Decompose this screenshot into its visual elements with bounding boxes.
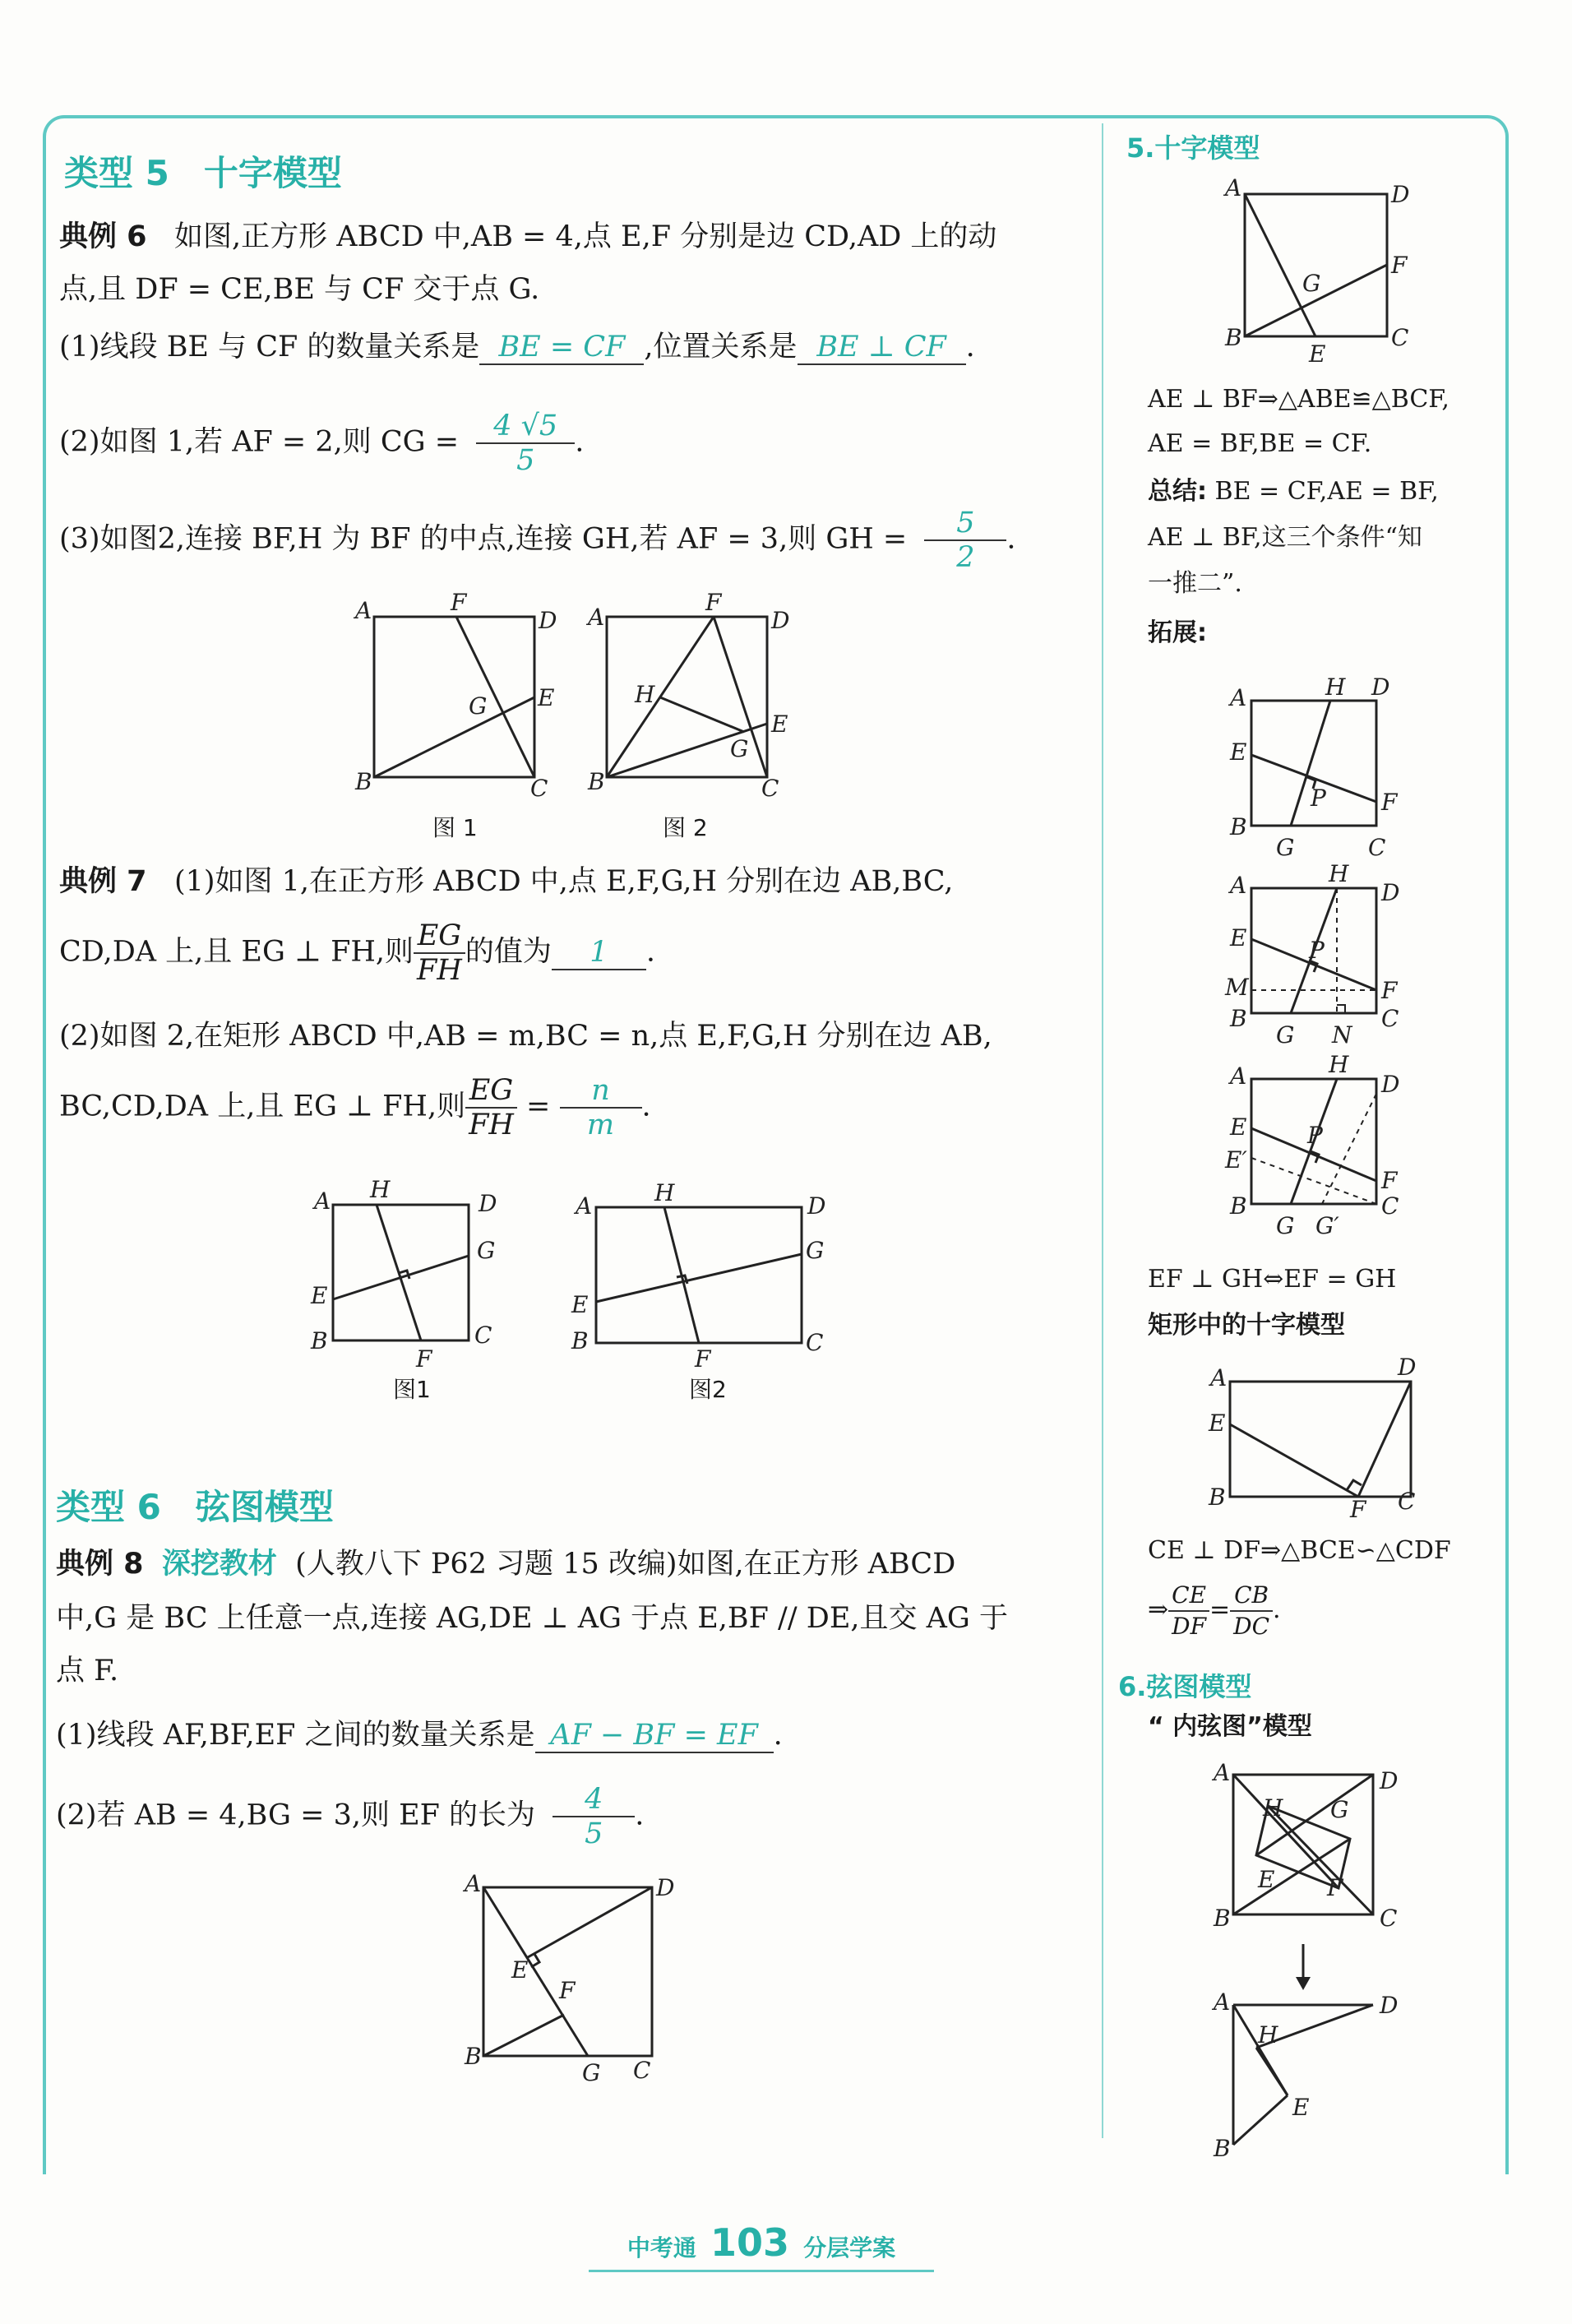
svg-text:D: D	[1391, 181, 1410, 208]
ex7-fig2-label-a: A	[576, 1192, 593, 1220]
example7-line4-prefix: BC,CD,DA 上,且 EG ⊥ FH,则	[59, 1090, 466, 1123]
svg-text:B: B	[1230, 813, 1247, 840]
example7-label: 典例 7	[59, 865, 147, 898]
ex7-fig2-label-b: B	[571, 1327, 589, 1354]
sidebar-s5-line1: AE ⊥ BF⇒△ABE≌△BCF,	[1148, 385, 1449, 414]
ex7-fig1-label-b: B	[311, 1327, 328, 1354]
fig2-label-a: A	[588, 604, 605, 631]
example7-answer1: 1	[552, 936, 646, 970]
sidebar-expand-label: 拓展:	[1148, 618, 1207, 647]
svg-text:A: A	[1210, 1364, 1228, 1391]
q3-end: .	[1006, 522, 1016, 556]
example6-fig2-caption: 图 2	[663, 814, 708, 841]
ex7-fig1-label-f: F	[416, 1345, 432, 1373]
q2-end: .	[575, 425, 585, 459]
footer-right: 分层学案	[803, 2234, 896, 2262]
example6-line2: 点,且 DF = CE,BE 与 CF 交于点 G.	[59, 273, 540, 306]
ex8-q1-prefix: (1)线段 AF,BF,EF 之间的数量关系是	[56, 1719, 535, 1752]
rect-frac1	[1168, 1581, 1209, 1641]
q2-answer-den: 5	[516, 444, 535, 477]
ex8-q2-prefix: (2)若 AB = 4,BG = 3,则 EF 的长为	[56, 1799, 536, 1832]
example8-label: 典例 8	[56, 1548, 144, 1581]
q1-end: .	[965, 331, 975, 363]
svg-text:E: E	[1230, 1113, 1247, 1141]
ex7-fig1-label-g: G	[477, 1237, 496, 1264]
svg-text:A: A	[1230, 1062, 1247, 1090]
rect-frac1-num: CE	[1168, 1581, 1209, 1612]
svg-text:D: D	[1381, 879, 1400, 906]
side-fig-rect	[1230, 1382, 1411, 1497]
ex8-label-b: B	[465, 2043, 482, 2070]
fig1-label-g: G	[469, 692, 488, 720]
example7-fig1-caption: 图1	[393, 1376, 431, 1403]
svg-text:D: D	[1381, 1071, 1400, 1098]
rect-frac2-den: DC	[1233, 1613, 1270, 1640]
ex8-q2-end: .	[635, 1799, 645, 1832]
example7-line2-end: .	[645, 935, 656, 969]
q3-answer-den: 2	[956, 541, 975, 574]
sidebar-rect-line2	[1148, 1581, 1281, 1641]
svg-text:G: G	[1276, 1021, 1295, 1049]
example8-tag: 深挖教材	[161, 1548, 277, 1581]
svg-text:G: G	[1276, 1212, 1295, 1239]
answer2-num: n	[560, 1074, 642, 1109]
svg-text:P: P	[1307, 1122, 1323, 1149]
q2-answer-num: 4 √5	[476, 410, 575, 444]
svg-text:M: M	[1225, 974, 1249, 1001]
svg-text:D: D	[1371, 674, 1390, 701]
frac1-num: EG	[414, 919, 465, 954]
fig2-label-c: C	[761, 775, 779, 802]
rect-end: .	[1273, 1595, 1281, 1624]
example8-line2: 中,G 是 BC 上任意一点,连接 AG,DE ⊥ AG 于点 E,BF // DE,且交 AG 于	[56, 1602, 1008, 1635]
svg-text:E: E	[1209, 1410, 1226, 1437]
svg-text:G: G	[1302, 270, 1321, 297]
ex8-label-g: G	[582, 2059, 601, 2086]
ex7-fig2-label-f: F	[695, 1345, 711, 1373]
ex8-q2-den: 5	[585, 1817, 603, 1850]
sidebar-s5-line2: AE = BF,BE = CF.	[1148, 429, 1372, 458]
footer	[589, 2220, 934, 2272]
section5-title: 类型 5 十字模型	[64, 153, 342, 193]
q1-answer-2: BE ⊥ CF	[798, 331, 966, 365]
example6-fig1-caption: 图 1	[432, 814, 478, 841]
example7-fig2-caption: 图2	[689, 1376, 727, 1403]
fig1-label-a: A	[355, 597, 372, 624]
svg-text:H: H	[1329, 1051, 1349, 1078]
example6-text1: 如图,正方形 ABCD 中,AB = 4,点 E,F 分别是边 CD,AD 上的动	[173, 220, 997, 253]
example6-label: 典例 6	[59, 220, 147, 253]
fig1-label-c: C	[530, 775, 548, 802]
ex8-q1-answer: AF − BF = EF	[535, 1719, 774, 1753]
svg-text:A: A	[1214, 1759, 1231, 1786]
sidebar-summary-line3: 一推二”.	[1148, 569, 1242, 598]
svg-text:A: A	[1230, 684, 1247, 711]
svg-text:B: B	[1209, 1484, 1226, 1511]
svg-text:N: N	[1332, 1021, 1352, 1049]
fig1-label-e: E	[538, 684, 555, 711]
sidebar-summary-text1: BE = CF,AE = BF,	[1207, 477, 1439, 506]
ex8-q1-end: .	[773, 1719, 783, 1752]
svg-text:G′: G′	[1315, 1212, 1339, 1239]
svg-text:F: F	[1381, 789, 1398, 816]
rect-frac1-den: DF	[1172, 1613, 1207, 1640]
side-arrow-down	[1296, 1944, 1311, 1990]
side-fig-chord	[1233, 1775, 1373, 1914]
side-fig-cross	[1245, 194, 1387, 336]
rect-frac2	[1230, 1581, 1273, 1641]
svg-text:G: G	[1330, 1796, 1349, 1823]
svg-text:H: H	[1263, 1794, 1283, 1822]
fig2-label-e: E	[771, 711, 788, 738]
q3-answer-num: 5	[924, 507, 1006, 541]
fig2-label-g: G	[730, 735, 749, 762]
svg-text:C: C	[1391, 324, 1409, 351]
svg-text:D: D	[1398, 1354, 1417, 1381]
fig2-label-d: D	[771, 607, 790, 634]
q1-mid: ,位置关系是	[644, 331, 798, 363]
sidebar-rect-line1: CE ⊥ DF⇒△BCE∽△CDF	[1148, 1536, 1451, 1565]
fig1-label-f: F	[451, 589, 467, 616]
svg-text:H: H	[1258, 2021, 1278, 2049]
svg-text:F: F	[1327, 1874, 1343, 1901]
sidebar-summary-line2: AE ⊥ BF,这三个条件“知	[1148, 523, 1422, 552]
example7-line3: (2)如图 2,在矩形 ABCD 中,AB = m,BC = n,点 E,F,G,H 分别在边 AB,	[59, 1020, 992, 1053]
sidebar-equiv-line: EF ⊥ GH⇔EF = GH	[1148, 1265, 1397, 1294]
section6-title: 类型 6 弦图模型	[56, 1487, 334, 1527]
ex8-label-c: C	[633, 2057, 651, 2084]
svg-text:G: G	[1276, 834, 1295, 861]
ex8-label-e: E	[511, 1956, 529, 1984]
ex7-fig1-label-c: C	[474, 1322, 492, 1349]
svg-text:D: D	[1380, 1767, 1399, 1794]
example8-line3: 点 F.	[56, 1655, 119, 1687]
svg-text:B: B	[1230, 1005, 1247, 1032]
fig2-label-f: F	[705, 589, 722, 616]
ex7-fig2-label-c: C	[806, 1329, 824, 1356]
ex7-fig2-label-e: E	[571, 1291, 589, 1318]
svg-text:P: P	[1309, 937, 1325, 964]
svg-text:B: B	[1214, 1905, 1231, 1932]
svg-text:E: E	[1230, 738, 1247, 766]
svg-text:C: C	[1381, 1192, 1399, 1220]
footer-left: 中考通	[626, 2234, 696, 2262]
q3-prefix: (3)如图2,连接 BF,H 为 BF 的中点,连接 GH,若 AF = 3,则 GH =	[59, 522, 908, 556]
q1-answer-1: BE = CF	[479, 331, 644, 365]
svg-text:B: B	[1214, 2135, 1231, 2162]
svg-text:B: B	[1225, 324, 1242, 351]
example7-line4-end: .	[641, 1090, 651, 1123]
ex7-fig2-label-h: H	[654, 1179, 675, 1206]
svg-text:C: C	[1381, 1005, 1399, 1032]
svg-text:C: C	[1398, 1488, 1416, 1515]
rect-frac2-num: CB	[1230, 1581, 1273, 1612]
frac2-num: EG	[465, 1074, 517, 1109]
svg-text:B: B	[1230, 1192, 1247, 1220]
fig1-label-b: B	[355, 768, 372, 795]
sidebar-summary-line1	[1148, 477, 1439, 507]
fig1-label-d: D	[539, 607, 557, 634]
sidebar-rect-head: 矩形中的十字模型	[1148, 1311, 1345, 1340]
sidebar-h5: 5.十字模型	[1126, 132, 1260, 164]
side-fig-chord-part	[1233, 2005, 1373, 2145]
svg-text:F: F	[1350, 1496, 1366, 1523]
svg-text:F: F	[1381, 977, 1398, 1004]
rect-eq: =	[1209, 1595, 1231, 1624]
fig2-label-h: H	[635, 681, 655, 708]
sidebar-summary-label: 总结:	[1148, 477, 1207, 506]
svg-text:F: F	[1391, 252, 1408, 279]
svg-text:F: F	[1381, 1167, 1398, 1194]
example7-text1: (1)如图 1,在正方形 ABCD 中,点 E,F,G,H 分别在边 AB,BC,	[173, 865, 954, 898]
svg-text:P: P	[1311, 785, 1326, 812]
svg-text:E: E	[1309, 340, 1326, 368]
svg-text:C: C	[1380, 1905, 1398, 1932]
ex8-label-a: A	[465, 1870, 482, 1897]
q2-prefix: (2)如图 1,若 AF = 2,则 CG =	[59, 425, 460, 459]
sidebar-inner-head: “ 内弦图”模型	[1148, 1712, 1312, 1741]
frac2-den: FH	[469, 1109, 514, 1141]
ex7-fig1-label-h: H	[370, 1176, 391, 1203]
ex8-q2-num: 4	[553, 1783, 635, 1817]
frac1-den: FH	[417, 954, 462, 987]
svg-text:E′: E′	[1225, 1146, 1247, 1174]
example7-line4-eq: =	[526, 1090, 551, 1123]
q1-prefix: (1)线段 BE 与 CF 的数量关系是	[59, 331, 480, 363]
ex7-fig2-label-d: D	[807, 1192, 826, 1220]
footer-underline	[589, 2270, 934, 2272]
svg-text:E: E	[1230, 924, 1247, 951]
example7-line2-mid: 的值为	[465, 935, 552, 969]
rect-line2-prefix: ⇒	[1148, 1595, 1169, 1624]
ex8-label-d: D	[656, 1874, 675, 1901]
ex7-fig1-label-d: D	[479, 1190, 497, 1217]
example7-line2-prefix: CD,DA 上,且 EG ⊥ FH,则	[59, 935, 414, 969]
svg-text:D: D	[1380, 1992, 1399, 2019]
fig2-label-b: B	[588, 768, 605, 795]
ex7-fig1-label-a: A	[314, 1187, 331, 1215]
footer-page-number: 103	[710, 2220, 790, 2265]
example8-source: (人教八下 P62 习题 15 改编)如图,在正方形 ABCD	[295, 1548, 956, 1581]
sidebar-h6: 6.弦图模型	[1118, 1671, 1252, 1702]
svg-text:E: E	[1258, 1866, 1275, 1893]
answer2-den: m	[586, 1109, 615, 1141]
ex7-fig1-label-e: E	[311, 1282, 328, 1309]
svg-text:A: A	[1230, 872, 1247, 899]
ex8-label-f: F	[559, 1977, 576, 2004]
svg-text:C: C	[1368, 834, 1386, 861]
svg-text:A: A	[1214, 1988, 1231, 2016]
svg-text:H: H	[1329, 860, 1349, 887]
svg-text:E: E	[1292, 2094, 1310, 2121]
ex7-fig2-label-g: G	[806, 1237, 825, 1264]
svg-text:A: A	[1225, 174, 1242, 201]
svg-text:H: H	[1325, 674, 1346, 701]
